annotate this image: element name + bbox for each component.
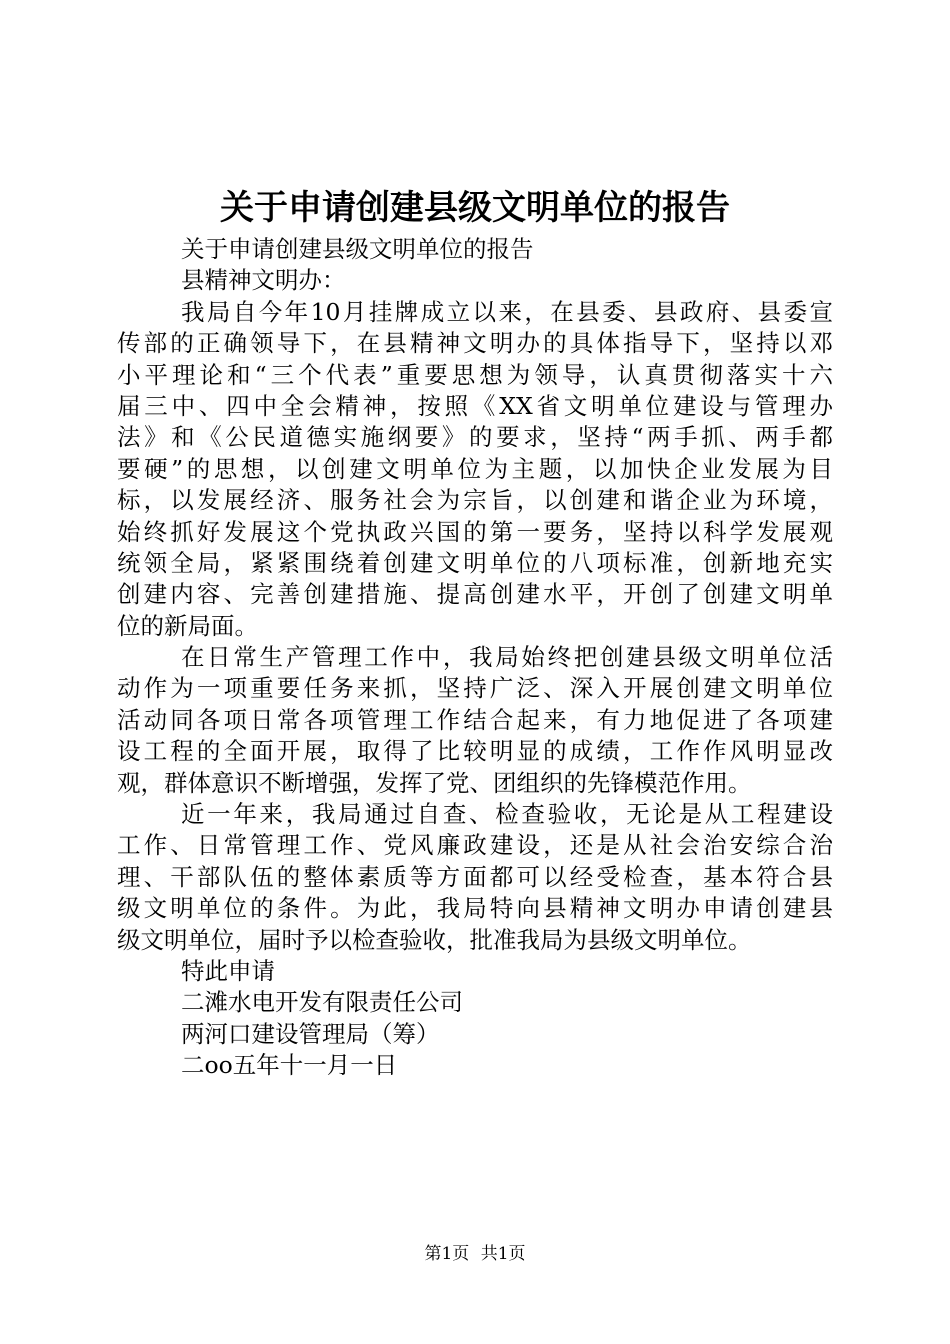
text-line: 始终抓好发展这个党执政兴国的第一要务，坚持以科学发展观 bbox=[117, 517, 833, 546]
text-line: 特此申请 bbox=[181, 956, 275, 985]
text-line: 观，群体意识不断增强，发挥了党、团组织的先锋模范作用。 bbox=[117, 768, 752, 797]
document-title: 关于申请创建县级文明单位的报告 bbox=[220, 188, 730, 228]
text-line: 届三中、四中全会精神，按照《XX省文明单位建设与管理办 bbox=[117, 391, 833, 420]
text-line: 我局自今年10月挂牌成立以来，在县委、县政府、县委宣 bbox=[181, 297, 833, 326]
page-number-current: 第1页 bbox=[424, 1244, 470, 1264]
text-line: 活动同各项日常各项管理工作结合起来，有力地促进了各项建 bbox=[117, 705, 833, 734]
text-line: 两河口建设管理局（筹） bbox=[181, 1019, 440, 1048]
text-line: 位的新局面。 bbox=[117, 611, 258, 640]
text-line: 标，以发展经济、服务社会为宗旨，以创建和谐企业为环境， bbox=[117, 486, 833, 515]
text-line: 理、干部队伍的整体素质等方面都可以经受检查，基本符合县 bbox=[117, 862, 833, 891]
text-line: 级文明单位，届时予以检查验收，批准我局为县级文明单位。 bbox=[117, 925, 752, 954]
document-body bbox=[117, 234, 833, 1082]
text-line: 近一年来，我局通过自查、检查验收，无论是从工程建设 bbox=[181, 800, 833, 829]
text-line: 关于申请创建县级文明单位的报告 bbox=[181, 235, 534, 263]
text-line: 二滩水电开发有限责任公司 bbox=[181, 988, 463, 1017]
text-line: 二oo五年十一月一日 bbox=[181, 1051, 398, 1080]
text-line: 统领全局，紧紧围绕着创建文明单位的八项标准，创新地充实 bbox=[117, 548, 833, 577]
text-line: 创建内容、完善创建措施、提高创建水平，开创了创建文明单 bbox=[117, 580, 833, 609]
text-line: 传部的正确领导下，在县精神文明办的具体指导下，坚持以邓 bbox=[117, 329, 833, 358]
text-line: 设工程的全面开展，取得了比较明显的成绩，工作作风明显改 bbox=[117, 737, 833, 766]
text-line: 要硬”的思想，以创建文明单位为主题，以加快企业发展为目 bbox=[117, 454, 833, 483]
text-line: 县精神文明办： bbox=[181, 266, 346, 295]
text-line: 工作、日常管理工作、党风廉政建设，还是从社会治安综合治 bbox=[117, 831, 833, 860]
text-line: 动作为一项重要任务来抓，坚持广泛、深入开展创建文明单位 bbox=[117, 674, 833, 703]
text-line: 法》和《公民道德实施纲要》的要求，坚持“两手抓、两手都 bbox=[117, 423, 833, 452]
page-footer bbox=[0, 1242, 950, 1266]
page-number-total: 共1页 bbox=[480, 1244, 526, 1264]
text-line: 小平理论和“三个代表”重要思想为领导，认真贯彻落实十六 bbox=[117, 360, 833, 389]
text-line: 在日常生产管理工作中，我局始终把创建县级文明单位活 bbox=[181, 643, 833, 672]
text-line: 级文明单位的条件。为此，我局特向县精神文明办申请创建县 bbox=[117, 894, 833, 923]
